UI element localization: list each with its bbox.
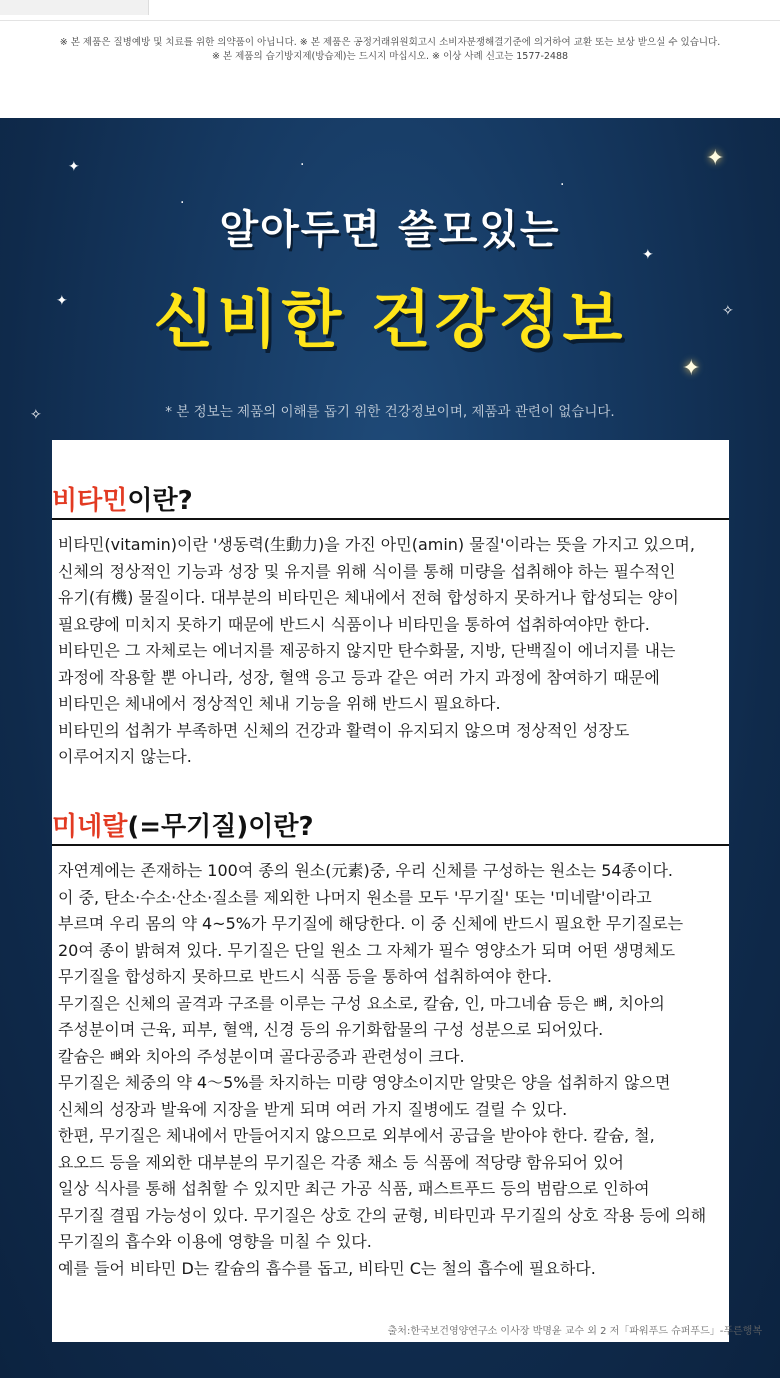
star-icon: ✦: [68, 159, 80, 175]
mineral-title: [52, 806, 314, 843]
vitamin-text-line: 비타민은 그 자체로는 에너지를 제공하지 않지만 탄수화물, 지방, 단백질이 에너지를 내는: [58, 641, 676, 660]
mineral-title-highlight: 미네랄: [52, 812, 128, 842]
info-card: [52, 440, 729, 1342]
headline-small: 알아두면 쓸모있는: [219, 207, 561, 253]
vitamin-title-highlight: 비타민: [52, 486, 128, 516]
vitamin-text-line: 유기(有機) 물질이다. 대부분의 비타민은 체내에서 전혀 합성하지 못하거나 합성되는 양이: [58, 588, 679, 607]
star-icon: ·: [560, 177, 565, 193]
star-icon: ✦: [706, 146, 725, 171]
mineral-text-line: 주성분이며 근육, 피부, 혈액, 신경 등의 유기화합물의 구성 성분으로 되어있다.: [58, 1020, 604, 1039]
mineral-text-line: 일상 식사를 통해 섭취할 수 있지만 최근 가공 식품, 패스트푸드 등의 범람으로 인하여: [58, 1179, 650, 1198]
star-icon: ·: [180, 195, 185, 211]
mineral-text-line: 무기질을 합성하지 못하므로 반드시 식품 등을 통하여 섭취하여야 한다.: [58, 967, 552, 986]
section-divider: [52, 844, 729, 846]
legal-notice: [0, 36, 780, 64]
star-icon: ✦: [642, 247, 654, 263]
vitamin-text-line: 비타민의 섭취가 부족하면 신체의 건강과 활력이 유지되지 않으며 정상적인 성장도: [58, 720, 630, 740]
mineral-text-line: 무기질의 흡수와 이용에 영향을 미칠 수 있다.: [58, 1232, 372, 1251]
star-icon: ✧: [722, 303, 734, 319]
mineral-text-line: 예를 들어 비타민 D는 칼슘의 흡수를 돕고, 비타민 C는 철의 흡수에 필요하다.: [58, 1258, 596, 1278]
vitamin-text-line: 비타민은 체내에서 정상적인 체내 기능을 위해 반드시 필요하다.: [58, 694, 501, 713]
star-icon: ✦: [682, 356, 701, 381]
notice-line-1: ※ 본 제품은 질병예방 및 치료를 위한 의약품이 아닙니다. ※ 본 제품은 공정거래위원회고시 소비자분쟁해결기준에 의거하여 교환 또는 보상 받으실 수 있습니다.: [59, 37, 721, 48]
mineral-text-line: 무기질은 신체의 골격과 구조를 이루는 구성 요소로, 칼슘, 인, 마그네슘 등은 뼈, 치아의: [58, 993, 665, 1013]
mineral-text-line: 무기질 결핍 가능성이 있다. 무기질은 상호 간의 균형, 비타민과 무기질의 상호 작용 등에 의해: [58, 1205, 707, 1225]
vitamin-text-line: 필요량에 미치지 못하기 때문에 반드시 식품이나 비타민을 통하여 섭취하여야만 한다.: [58, 614, 650, 634]
notice-line-2: ※ 본 제품의 습기방지제(방습제)는 드시지 마십시오. ※ 이상 사례 신고는 1577-2488: [211, 51, 569, 62]
mineral-title-rest: (=무기질)이란?: [127, 812, 314, 842]
headline-big: 신비한 건강정보: [153, 283, 627, 356]
mineral-text-line: 신체의 성장과 발육에 지장을 받게 되며 여러 가지 질병에도 걸릴 수 있다.: [58, 1099, 568, 1119]
vitamin-text-line: 이루어지지 않는다.: [58, 747, 192, 766]
vitamin-text-line: 비타민(vitamin)이란 '생동력(生動力)을 가진 아민(amin) 물질'이라는 뜻을 가지고 있으며,: [58, 535, 695, 554]
mineral-paragraph: [58, 858, 726, 1282]
banner-disclaimer: * 본 정보는 제품의 이해를 돕기 위한 건강정보이며, 제품과 관련이 없습니다.: [165, 404, 615, 420]
section-divider: [52, 518, 729, 520]
mineral-text-line: 칼슘은 뼈와 치아의 주성분이며 골다공증과 관련성이 크다.: [58, 1046, 465, 1066]
vitamin-text-line: 과정에 작용할 뿐 아니라, 성장, 혈액 응고 등과 같은 여러 가지 과정에 참여하기 때문에: [58, 667, 660, 687]
source-citation: 출처:한국보건영양연구소 이사장 박명윤 교수 외 2 저「파워푸드 슈퍼푸드」-푸른행복: [387, 1326, 762, 1337]
mineral-text-line: 한편, 무기질은 체내에서 만들어지지 않으므로 외부에서 공급을 받아야 한다. 칼슘, 철,: [58, 1126, 655, 1145]
mineral-text-line: 20여 종이 밝혀져 있다. 무기질은 단일 원소 그 자체가 필수 영양소가 되며 어떤 생명체도: [58, 940, 676, 960]
mineral-text-line: 자연계에는 존재하는 100여 종의 원소(元素)중, 우리 신체를 구성하는 원소는 54종이다.: [58, 861, 674, 880]
mineral-text-line: 부르며 우리 몸의 약 4~5%가 무기질에 해당한다. 이 중 신체에 반드시 필요한 무기질로는: [58, 914, 684, 933]
mineral-text-line: 무기질은 체중의 약 4～5%를 차지하는 미량 영양소이지만 알맞은 양을 섭취하지 않으면: [58, 1073, 671, 1092]
vitamin-title: [52, 480, 193, 517]
top-tab: [0, 0, 149, 15]
star-icon: ·: [300, 157, 305, 173]
star-icon: ✦: [56, 293, 68, 309]
star-icon: ✧: [30, 407, 42, 423]
vitamin-paragraph: [58, 532, 726, 771]
vitamin-title-rest: 이란?: [127, 486, 193, 516]
vitamin-text-line: 신체의 정상적인 기능과 성장 및 유지를 위해 식이를 통해 미량을 섭취해야 하는 필수적인: [58, 561, 676, 581]
mineral-text-line: 요오드 등을 제외한 대부분의 무기질은 각종 채소 등 식품에 적당량 함유되어 있어: [58, 1152, 624, 1172]
mineral-text-line: 이 중, 탄소·수소·산소·질소를 제외한 나머지 원소를 모두 '무기질' 또는 '미네랄'이라고: [58, 887, 652, 907]
top-strip: [0, 0, 780, 21]
